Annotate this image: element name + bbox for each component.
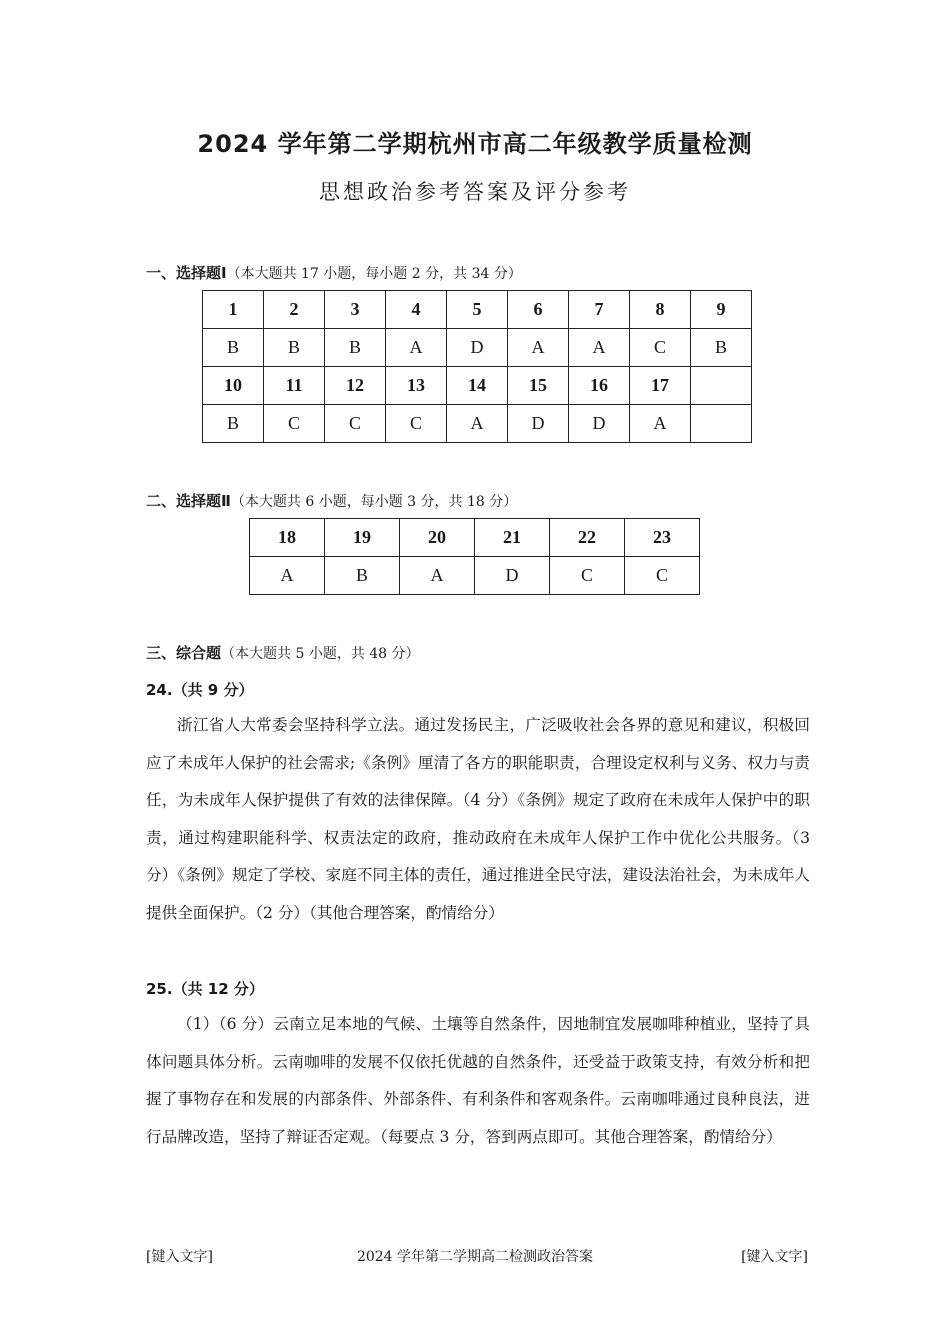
section1-row [203, 367, 752, 405]
footer-right: [键入文字] [741, 1249, 808, 1265]
footer-center: 2024 学年第二学期高二检测政治答案 [356, 1249, 594, 1265]
section1-row [203, 329, 752, 367]
section1-answer-cell: C [630, 329, 691, 367]
section2-question-number: 20 [400, 519, 475, 557]
q25-title: 25.（共 12 分） [146, 980, 264, 998]
section1-answer-cell: A [447, 405, 508, 443]
section1-question-number: 10 [203, 367, 264, 405]
section1-question-number: 16 [569, 367, 630, 405]
section1-answer-cell: D [508, 405, 569, 443]
section2-answer-cell: C [625, 557, 700, 595]
document-subtitle: 思想政治参考答案及评分参考 [319, 180, 631, 204]
section1-row [203, 405, 752, 443]
section2-row [250, 519, 700, 557]
section2-question-number: 21 [475, 519, 550, 557]
q25-answer-text: （1）（6 分）云南立足本地的气候、土壤等自然条件，因地制宜发展咖啡种植业，坚持了具体问题具体分析。云南咖啡的发展不仅依托优越的自然条件，还受益于政策支持，有效分析和把握了事物存在和发展的内部条件、外部条件、有利条件和客观条件。云南咖啡通过良种良法，进行品牌改造，坚持了辩证否定观。（每要点 3 分，答到两点即可。其他合理答案，酌情给分） [146, 1015, 810, 1146]
section1-question-number: 9 [691, 291, 752, 329]
section1-question-number [691, 367, 752, 405]
section1-question-number: 11 [264, 367, 325, 405]
section1-answer-cell: B [325, 329, 386, 367]
section2-question-number: 19 [325, 519, 400, 557]
section1-answer-cell: A [386, 329, 447, 367]
section1-question-number: 4 [386, 291, 447, 329]
section1-heading: 一、选择题Ⅰ [146, 264, 227, 282]
section1-answer-cell: C [264, 405, 325, 443]
section1-question-number: 7 [569, 291, 630, 329]
section1-answer-cell: B [203, 405, 264, 443]
section1-answer-cell [691, 405, 752, 443]
section1-answer-cell: B [264, 329, 325, 367]
section1-question-number: 3 [325, 291, 386, 329]
section1-question-number: 5 [447, 291, 508, 329]
section1-note: （本大题共 17 小题，每小题 2 分，共 34 分） [226, 266, 522, 282]
section3-note: （本大题共 5 小题，共 48 分） [221, 646, 420, 662]
section2-question-number: 18 [250, 519, 325, 557]
section1-question-number: 17 [630, 367, 691, 405]
section3-header [146, 642, 420, 663]
section1-answer-cell: B [691, 329, 752, 367]
section2-row [250, 557, 700, 595]
section1-question-number: 8 [630, 291, 691, 329]
document-title: 2024 学年第二学期杭州市高二年级教学质量检测 [197, 130, 753, 158]
section3-heading: 三、综合题 [146, 644, 222, 662]
section1-header [146, 262, 522, 283]
section2-answer-cell: B [325, 557, 400, 595]
section1-answer-cell: C [386, 405, 447, 443]
section2-answer-table [249, 518, 700, 595]
section2-question-number: 23 [625, 519, 700, 557]
section2-question-number: 22 [550, 519, 625, 557]
section1-answer-table [202, 290, 752, 443]
section1-answer-cell: C [325, 405, 386, 443]
section1-answer-cell: B [203, 329, 264, 367]
section2-answer-cell: A [400, 557, 475, 595]
section1-question-number: 15 [508, 367, 569, 405]
section1-answer-cell: A [508, 329, 569, 367]
footer-left: [键入文字] [146, 1249, 213, 1265]
section2-heading: 二、选择题Ⅱ [146, 492, 231, 510]
section1-question-number: 13 [386, 367, 447, 405]
section2-answer-cell: A [250, 557, 325, 595]
section1-question-number: 12 [325, 367, 386, 405]
section1-answer-cell: D [569, 405, 630, 443]
section1-question-number: 14 [447, 367, 508, 405]
section2-header [146, 490, 517, 511]
section1-row [203, 291, 752, 329]
section1-question-number: 1 [203, 291, 264, 329]
section2-answer-cell: C [550, 557, 625, 595]
q24-title: 24.（共 9 分） [146, 681, 254, 699]
section2-note: （本大题共 6 小题，每小题 3 分，共 18 分） [230, 494, 518, 510]
section1-question-number: 6 [508, 291, 569, 329]
section1-answer-cell: A [569, 329, 630, 367]
section2-answer-cell: D [475, 557, 550, 595]
section1-answer-cell: A [630, 405, 691, 443]
q24-answer-text: 浙江省人大常委会坚持科学立法。通过发扬民主，广泛吸收社会各界的意见和建议，积极回应了未成年人保护的社会需求;《条例》厘清了各方的职能职责，合理设定权利与义务、权力与责任，为未成年人保护提供了有效的法律保障。（4 分）《条例》规定了政府在未成年人保护中的职责，通过构建职能科学、权责法定的政府，推动政府在未成年人保护工作中优化公共服务。（3 分）《条例》规定了学校、家庭不同主体的责任，通过推进全民守法，建设法治社会，为未成年人提供全面保护。（2 分）（其他合理答案，酌情给分） [146, 716, 810, 922]
section1-answer-cell: D [447, 329, 508, 367]
section1-question-number: 2 [264, 291, 325, 329]
